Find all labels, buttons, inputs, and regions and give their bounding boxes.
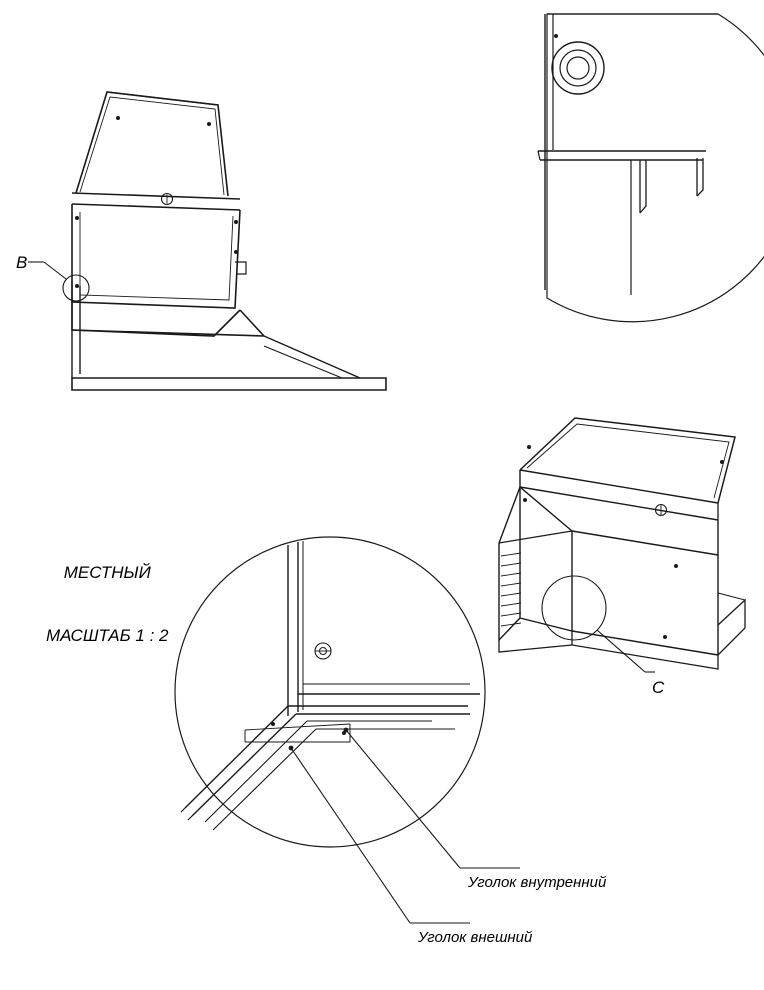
label-inner-angle: Уголок внутренний — [468, 874, 607, 891]
local-scale-note-line2: МАСШТАБ 1 : 2 — [46, 626, 169, 646]
label-outer-angle: Уголок внешний — [418, 929, 533, 946]
isometric-view-geometry — [499, 418, 745, 672]
callout-b: B — [16, 253, 28, 272]
side-view-geometry — [28, 92, 386, 390]
detail-view-local-geometry — [175, 537, 520, 923]
local-scale-note-line1: МЕСТНЫЙ — [63, 562, 151, 582]
detail-view-b-geometry — [538, 14, 764, 322]
callout-c: C — [652, 678, 665, 697]
local-scale-note — [46, 519, 169, 689]
